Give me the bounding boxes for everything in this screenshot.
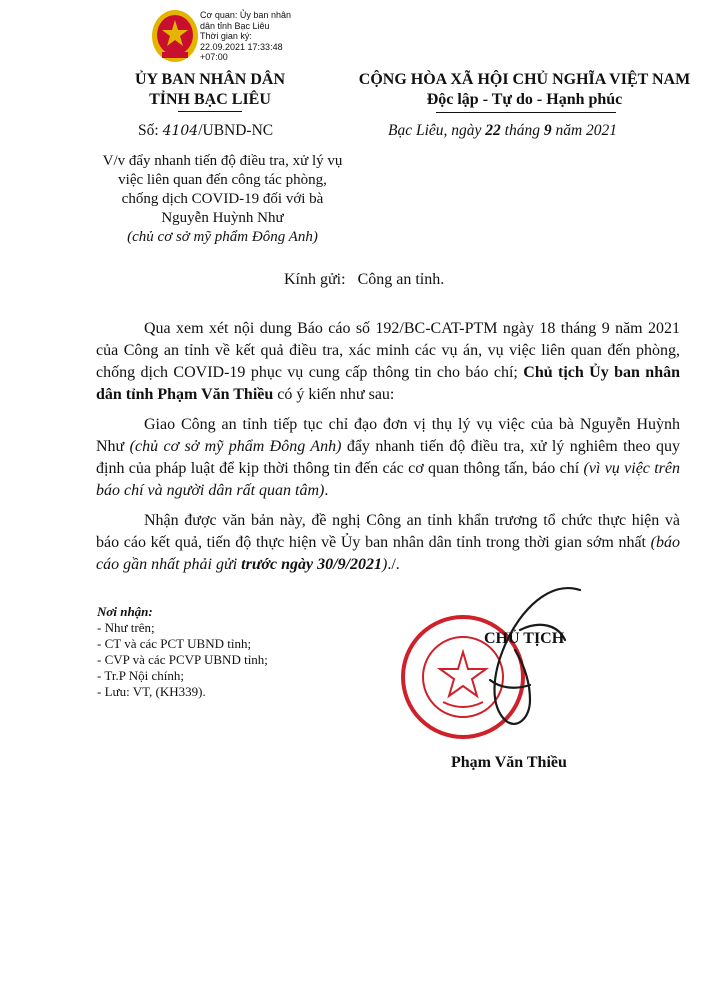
date-year: năm 2021 [555,122,618,139]
issuing-authority-line1: ỦY BAN NHÂN DÂN [134,71,286,88]
p1-start: Qua xem xét nội dung Báo cáo số 192/BC-CAT-PTM ngày 18 tháng 9 năm 2021 của Công an tỉnh về kết quả điều tra, xác minh các vụ án, vụ việc liên quan đến phòng, chống dịch COVID-19 phục vụ cung cấp thông tin cho báo chí; [96,320,680,381]
p3-bolditalic: trước ngày 30/9/2021 [241,556,383,573]
p1-bold: Chủ tịch Ủy ban nhân dân tỉnh Phạm Văn Thiều [96,364,680,403]
p3-italic: (báo cáo gần nhất phải gửi [96,534,680,573]
national-motto: Độc lập - Tự do - Hạnh phúc [426,91,623,108]
recipients-list [97,604,268,700]
document-number [138,122,273,140]
issuing-authority [110,70,310,110]
body-paragraph-2 [96,414,680,502]
national-title-line1: CỘNG HÒA XÃ HỘI CHỦ NGHĨA VIỆT NAM [358,71,691,88]
subject-text: V/v đẩy nhanh tiến độ điều tra, xử lý vụ việc liên quan đến công tác phòng, chống dịch COVID-19 đối với bà Nguyễn Huỳnh Như [102,153,343,226]
document-number-prefix: Số: [138,122,159,139]
recipients-list-item: - CT và các PCT UBND tỉnh; [97,636,252,651]
p2-italic: (chủ cơ sở mỹ phẩm Đông Anh) [129,438,342,455]
national-title [352,70,697,110]
digital-signature-agency: Cơ quan: Ủy ban nhân dân tỉnh Bạc Liêu [200,10,291,31]
recipient-name: Công an tỉnh. [357,271,445,288]
date-month-label: tháng [504,122,540,139]
handwritten-signature-icon [430,570,610,740]
digital-signature-time: Thời gian ký: 22.09.2021 17:33:48 +07:00 [200,31,283,62]
p3-start: Nhận được văn bản này, đề nghị Công an tỉnh khẩn trương tổ chức thực hiện và báo cáo kết quả, tiến độ thực hiện về Ủy ban nhân dân tỉnh trong thời gian sớm nhất [96,512,680,551]
p3-end: ./. [387,556,400,573]
recipients-list-item: - Lưu: VT, (KH339). [97,684,206,699]
national-emblem-icon [150,8,200,64]
recipient-label: Kính gửi: [284,271,346,288]
date-day: 22 [485,122,501,139]
document-body [96,318,680,584]
signer-name: Phạm Văn Thiều [451,754,567,771]
body-paragraph-3 [96,510,680,576]
p2-start: Giao Công an tỉnh tiếp tục chỉ đạo đơn vị thụ lý vụ việc của bà Nguyễn Huỳnh Như [96,416,680,455]
document-number-value: 4104 [162,123,199,139]
recipients-list-item: - CVP và các PCVP UBND tỉnh; [97,652,268,667]
p1-end: có ý kiến như sau: [277,386,395,403]
document-subject [100,152,345,247]
recipients-list-item: - Tr.P Nội chính; [97,668,184,683]
p2-end: . [324,482,329,499]
document-number-suffix: /UBND-NC [198,122,274,139]
motto-underline [436,112,616,113]
digital-signature-info [200,10,292,63]
p2-mid: đẩy nhanh tiến độ điều tra, xử lý nghiêm theo quy định của pháp luật để kịp thời thông tin đến các cơ quan thông tấn, báo chí [96,438,681,477]
recipients-list-title: Nơi nhận: [97,604,153,619]
p3-close: ) [382,556,388,573]
document-date [388,122,617,140]
body-paragraph-1 [96,318,680,406]
date-place: Bạc Liêu, ngày [388,122,482,139]
signer-title: CHỦ TỊCH [484,630,565,647]
p2-italic2: (vì vụ việc trên báo chí và người dân rất quan tâm) [96,460,681,499]
recipients-list-item: - Như trên; [97,620,155,635]
recipient-line [284,271,444,289]
date-month: 9 [543,122,552,139]
authority-underline [178,111,242,112]
issuing-authority-line2: TỈNH BẠC LIÊU [149,91,271,108]
subject-note: (chủ cơ sở mỹ phẩm Đông Anh) [127,229,318,245]
